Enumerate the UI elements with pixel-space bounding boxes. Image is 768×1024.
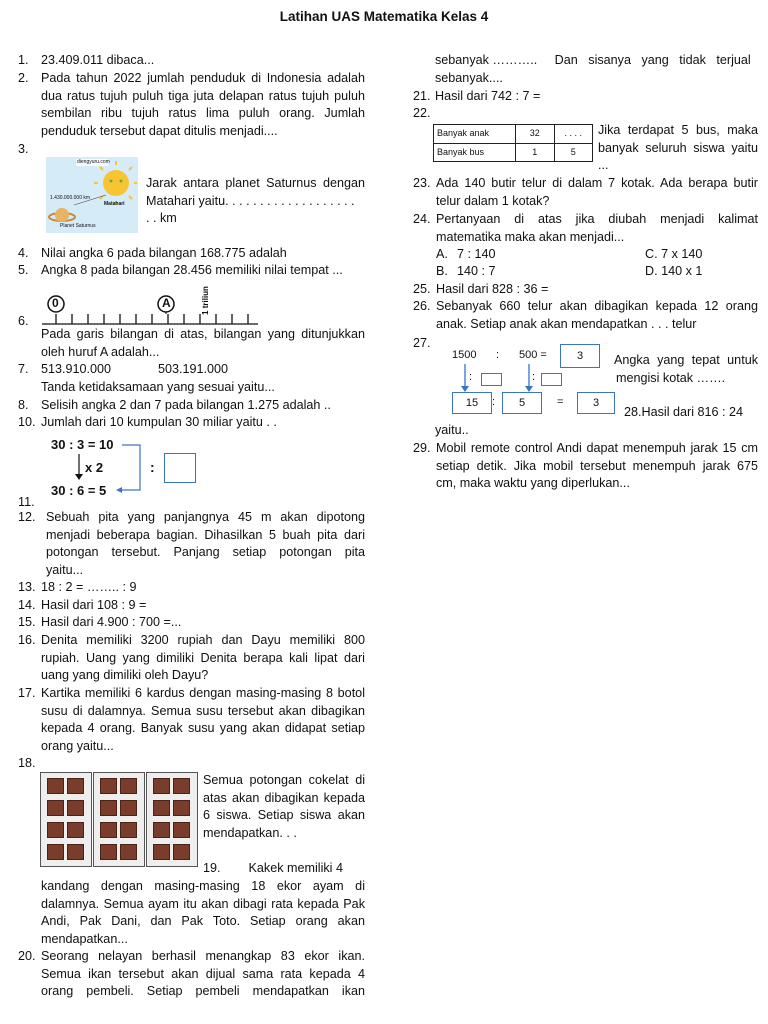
question-18-number: 18. <box>18 756 36 770</box>
divisor-box: 5 <box>502 392 542 414</box>
page-title: Latihan UAS Matematika Kelas 4 <box>279 9 489 24</box>
chocolate-piece <box>100 822 117 838</box>
chocolate-piece <box>100 778 117 794</box>
chocolate-piece <box>47 778 64 794</box>
question-text: Angka 8 pada bilangan 28.456 memiliki nilai tempat ... <box>41 263 343 277</box>
question-26 <box>413 298 758 333</box>
chocolate-piece <box>173 778 190 794</box>
number-line-end-label: 1 triliun <box>200 286 210 315</box>
question-21 <box>413 88 541 106</box>
result-box: 3 <box>577 392 615 414</box>
chocolate-piece <box>153 822 170 838</box>
question-number: 24. <box>413 212 431 226</box>
number-line-point-a: A <box>162 296 171 310</box>
option-c[interactable]: C. 7 x 140 <box>645 247 703 261</box>
question-text-line: dalamnya. Semua ayam itu akan dibagi rata kepada Pak <box>41 896 365 911</box>
question-text-line: Pertanyaan di atas jika diubah menjadi kalimat <box>436 212 758 226</box>
multiply-label: x 2 <box>85 460 104 475</box>
question-text-line: Pada tahun 2022 jumlah penduduk di Indonesia adalah <box>41 71 365 85</box>
number-line-zero: 0 <box>52 296 59 310</box>
dividend: 1500 <box>452 349 477 361</box>
question-text-line: Jarak antara planet Saturnus dengan <box>146 176 365 190</box>
question-number: 21. <box>413 89 431 103</box>
question-text-line: susu di dalamnya. Semua susu tersebut akan dibagikan <box>41 703 365 718</box>
question-text-line: 6 siswa. Setiap siswa akan <box>203 808 365 823</box>
question-2 <box>18 70 365 140</box>
question-number: 20. <box>18 949 36 963</box>
answer-box[interactable] <box>481 373 502 386</box>
question-text: Hasil dari 742 : 7 = <box>435 89 541 103</box>
option-value: 140 : 7 <box>457 264 496 278</box>
question-number: 7. <box>18 362 29 376</box>
question-3-text <box>146 175 365 228</box>
question-text-line: kepada 4 orang. Banyak susu yang akan didapat setiap <box>41 721 365 736</box>
chocolate-piece <box>120 800 137 816</box>
question-text: Hasil dari 108 : 9 = <box>41 598 147 612</box>
question-text-line: menjadi beberapa bagian. Dihasilkan 5 buah pita dari <box>46 527 365 542</box>
option-letter: A. <box>436 247 448 261</box>
chocolate-piece <box>153 844 170 860</box>
question-17 <box>18 685 365 755</box>
question-text-line: sebanyak ……….. Dan sisanya yang tidak terjual <box>435 53 751 67</box>
question-number: 12. <box>18 510 36 524</box>
question-6-text <box>41 326 365 361</box>
question-8 <box>18 397 331 415</box>
question-text: 18 : 2 = …….. : 9 <box>41 580 137 594</box>
question-11-number: 11. <box>18 495 35 509</box>
chocolate-piece <box>173 844 190 860</box>
divisor: 500 = <box>519 349 547 361</box>
chocolate-piece <box>47 800 64 816</box>
result-box: 3 <box>560 344 600 368</box>
question-number: 23. <box>413 176 431 190</box>
question-22-text <box>598 122 758 175</box>
question-text-line: matematika maka akan menjadi... <box>436 229 625 244</box>
image-planet-label: Planet Saturnus <box>60 223 96 229</box>
table-cell: Banyak anak <box>434 125 516 144</box>
question-text-line: rupiah. Uang yang dimiliki Denita berapa kali lipat dari <box>41 650 365 665</box>
question-text-line: Kartika memiliki 6 kardus dengan masing-masing 8 botol <box>41 686 365 700</box>
option-letter: B. <box>436 264 448 278</box>
option-value: 7 : 140 <box>457 247 496 261</box>
table-row <box>434 143 593 162</box>
question-25 <box>413 281 549 299</box>
saturn-sun-illustration <box>46 157 138 233</box>
question-19-text <box>41 878 365 948</box>
question-number: 13. <box>18 580 36 594</box>
chocolate-piece <box>173 822 190 838</box>
question-14 <box>18 597 147 615</box>
divide-sign: : <box>469 371 473 383</box>
question-6-number: 6. <box>18 314 29 328</box>
question-19-first-line: 19. Kakek memiliki 4 <box>203 861 343 875</box>
question-number: 1. <box>18 53 29 67</box>
chocolate-piece <box>100 844 117 860</box>
division-eq-2: 30 : 6 = 5 <box>51 483 107 498</box>
answer-box[interactable] <box>164 453 196 483</box>
table-cell: 5 <box>554 143 592 162</box>
chocolate-piece <box>153 778 170 794</box>
question-text-line: . . km <box>146 211 177 226</box>
question-text-line: Semua potongan cokelat di <box>203 773 365 787</box>
question-28: 28.Hasil dari 816 : 24 <box>624 405 744 419</box>
question-28-text: yaitu.. <box>435 423 469 437</box>
question-number: 16. <box>18 633 36 647</box>
question-text-line: orang pembeli. Setiap pembeli mendapatkan ikan <box>41 984 365 999</box>
question-text-line: oleh huruf A adalah... <box>41 344 160 359</box>
question-20-continued <box>435 52 758 87</box>
chocolate-piece <box>173 800 190 816</box>
table-row <box>434 125 593 144</box>
division-arrows <box>70 440 160 496</box>
question-text-line: Andi, Pak Dani, dan Pak Toto. Setiap orang akan <box>41 914 365 929</box>
question-15 <box>18 614 182 632</box>
number-line <box>40 282 262 328</box>
chocolate-piece <box>120 778 137 794</box>
chocolate-piece <box>67 800 84 816</box>
chocolate-piece <box>67 822 84 838</box>
chocolate-bar <box>146 772 198 867</box>
option-b[interactable] <box>436 263 496 281</box>
question-text: Tanda ketidaksamaan yang sesuai yaitu... <box>41 380 275 394</box>
question-text-line: mendapatkan. . . <box>203 825 297 840</box>
question-number: 29. <box>413 441 431 455</box>
question-18-text <box>203 772 365 842</box>
divide-sign: : <box>492 396 496 408</box>
answer-box[interactable] <box>541 373 562 386</box>
chocolate-piece <box>47 822 64 838</box>
divide-sign: : <box>532 371 536 383</box>
dividend-box: 15 <box>452 392 492 414</box>
question-text-line: yaitu... <box>46 562 84 577</box>
question-text-line: potongan tersebut. Panjang setiap potongan pita <box>46 545 365 560</box>
question-text-line: orang yaitu... <box>41 738 114 753</box>
question-3-number: 3. <box>18 142 29 156</box>
divide-sign: : <box>496 349 500 361</box>
image-distance-label: 1.430.000.000 km <box>50 195 91 201</box>
question-text: Selisih angka 2 dan 7 pada bilangan 1.275 adalah .. <box>41 398 331 412</box>
question-23 <box>413 175 758 210</box>
question-text-line: Angka yang tepat untuk <box>614 353 758 367</box>
question-text-line: uang yang dimiliki oleh Dayu? <box>41 668 209 683</box>
question-text-line: mengisi kotak ……. <box>616 370 726 385</box>
table-cell: . . . . <box>554 125 592 144</box>
question-text-line: kandang dengan masing-masing 18 ekor ayam di <box>41 879 365 893</box>
question-22-number: 22. <box>413 106 431 120</box>
equal-sign: = <box>557 396 564 408</box>
question-text-line: cm, maka waktu yang diperlukan... <box>436 476 630 491</box>
question-number: 17. <box>18 686 36 700</box>
question-text-line: anak. Setiap anak akan mendapatkan . . . telur <box>436 316 697 331</box>
question-text-line: sebanyak.... <box>435 70 503 85</box>
question-text-line: Jika terdapat 5 bus, maka <box>598 123 758 137</box>
question-13 <box>18 579 137 597</box>
division-eq-1: 30 : 3 = 10 <box>51 437 114 452</box>
question-text-line: setiap detik. Jika mobil tersebut menempuh jarak 675 <box>436 458 758 473</box>
question-text: 23.409.011 dibaca... <box>41 53 155 67</box>
chocolate-bar <box>40 772 92 867</box>
question-24 <box>413 211 758 246</box>
chocolate-piece <box>120 844 137 860</box>
question-5 <box>18 262 343 280</box>
question-text-line: Semua ikan tersebut akan dijual sama rata kepada 4 <box>41 966 365 981</box>
question-number: 5. <box>18 263 29 277</box>
question-27-text <box>614 352 758 387</box>
chocolate-piece <box>120 822 137 838</box>
question-number: 14. <box>18 598 36 612</box>
question-text-line: penduduk tersebut dapat ditulis menjadi.... <box>41 123 278 138</box>
question-20 <box>18 948 365 1001</box>
question-text-line: Mobil remote control Andi dapat menempuh jarak 15 cm <box>436 441 758 455</box>
table-cell: 1 <box>516 143 554 162</box>
question-text-line: dua ratus tujuh puluh tiga juta delapan ratus tujuh puluh <box>41 88 365 103</box>
question-number: 8. <box>18 398 29 412</box>
question-text-line: Denita memiliki 3200 rupiah dan Dayu memiliki 800 <box>41 633 365 647</box>
option-a[interactable] <box>436 246 496 264</box>
number-a: 513.910.000 <box>41 362 112 376</box>
question-text-line: Sebanyak 660 telur akan dibagikan kepada 12 orang <box>436 299 758 313</box>
question-text-line: sembilan ribu tujuh ratus lima puluh orang. Jumlah <box>41 106 365 121</box>
chocolate-piece <box>67 778 84 794</box>
question-4 <box>18 245 287 263</box>
question-text-line: atas akan dibagikan kepada <box>203 790 365 805</box>
question-text: Jumlah dari 10 kumpulan 30 miliar yaitu . . <box>41 415 277 429</box>
chocolate-piece <box>67 844 84 860</box>
question-1 <box>18 52 155 70</box>
question-text-line: banyak seluruh siswa yaitu <box>598 140 758 155</box>
question-text-line: Sebuah pita yang panjangnya 45 m akan dipotong <box>46 510 365 524</box>
question-text: Hasil dari 4.900 : 700 =... <box>41 615 182 629</box>
students-bus-table <box>433 124 593 162</box>
question-text-line: telur dalam 1 kotak? <box>436 193 550 208</box>
question-7 <box>18 361 275 394</box>
question-10 <box>18 414 277 432</box>
chocolate-bar <box>93 772 145 867</box>
question-text-line: Pada garis bilangan di atas, bilangan yang ditunjukkan <box>41 327 365 341</box>
question-text-line: Seorang nelayan berhasil menangkap 83 ekor ikan. <box>41 949 365 963</box>
image-site-label: diengyuru.com <box>77 159 110 165</box>
question-text-line: mendapatkan... <box>41 931 128 946</box>
number-b: 503.191.000 <box>158 362 229 376</box>
question-text: Hasil dari 828 : 36 = <box>436 282 549 296</box>
table-cell: Banyak bus <box>434 143 516 162</box>
chocolate-piece <box>100 800 117 816</box>
question-number: 15. <box>18 615 36 629</box>
question-number: 10. <box>18 415 36 429</box>
chocolate-piece <box>153 800 170 816</box>
question-text: Nilai angka 6 pada bilangan 168.775 adalah <box>41 246 287 260</box>
chocolate-piece <box>47 844 64 860</box>
question-27-number: 27. <box>413 336 431 350</box>
option-d[interactable]: D. 140 x 1 <box>645 264 703 278</box>
question-number: 25. <box>413 282 431 296</box>
question-text-line: Ada 140 butir telur di dalam 7 kotak. Ada berapa butir <box>436 176 758 190</box>
table-cell: 32 <box>516 125 554 144</box>
question-text-line: ... <box>598 158 609 173</box>
question-number: 26. <box>413 299 431 313</box>
colon-sign: : <box>150 459 155 475</box>
question-text-line: Matahari yaitu. . . . . . . . . . . . . . . . . . . <box>146 193 355 208</box>
question-number: 4. <box>18 246 29 260</box>
question-29 <box>413 440 758 493</box>
image-sun-label: Matahari <box>104 201 125 207</box>
question-12 <box>18 509 365 579</box>
question-16 <box>18 632 365 685</box>
question-number: 2. <box>18 71 29 85</box>
